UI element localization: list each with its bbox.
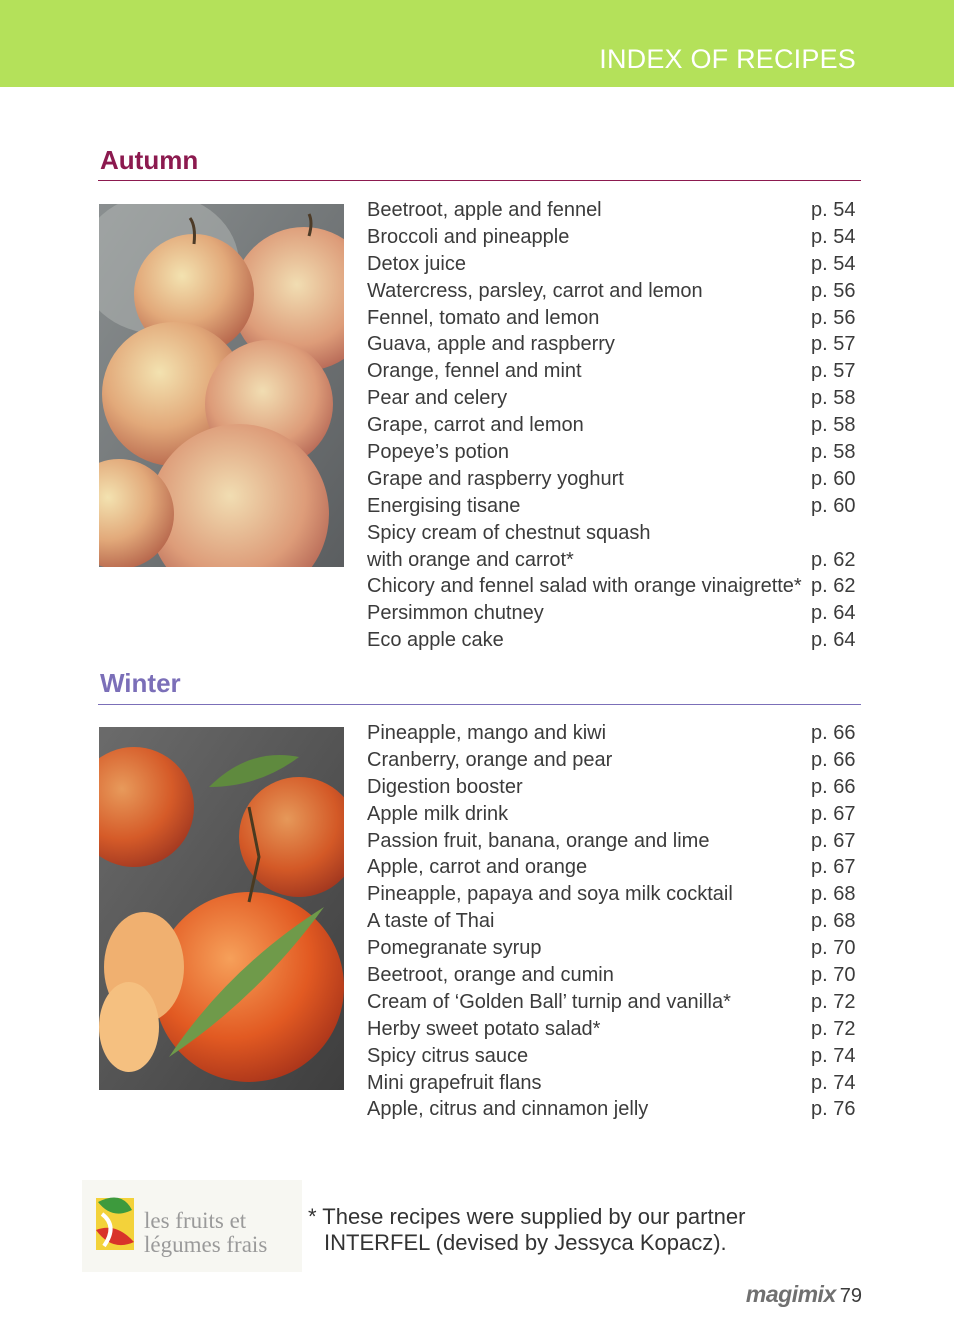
recipe-name: Pineapple, mango and kiwi — [367, 722, 607, 744]
footer — [746, 1281, 862, 1308]
partner-logo-line1: les fruits et — [144, 1208, 247, 1233]
recipe-page: p. 64 — [811, 629, 856, 652]
recipe-row — [367, 801, 859, 828]
apples-photo — [99, 204, 344, 567]
recipe-page: p. 54 — [811, 199, 856, 221]
page-title: INDEX OF RECIPES — [599, 44, 856, 74]
recipe-page: p. 68 — [811, 910, 856, 933]
recipe-page: p. 66 — [811, 722, 856, 744]
recipe-row — [367, 305, 859, 332]
recipe-row — [367, 600, 859, 627]
recipe-page: p. 70 — [811, 964, 856, 987]
recipe-page: p. 57 — [811, 360, 856, 383]
recipe-name: Grape, carrot and lemon — [367, 414, 584, 437]
recipe-page: p. 72 — [811, 990, 856, 1013]
recipe-name: Broccoli and pineapple — [367, 225, 570, 248]
recipe-name: A taste of Thai — [367, 910, 495, 933]
recipe-name: Herby sweet potato salad* — [367, 1017, 601, 1040]
recipe-name: Apple milk drink — [367, 802, 509, 825]
recipe-name: Mini grapefruit flans — [367, 1071, 542, 1094]
recipe-name: Cream of ‘Golden Ball’ turnip and vanilla* — [367, 990, 731, 1013]
recipe-row — [367, 520, 859, 547]
recipe-row — [367, 466, 859, 493]
recipe-page: p. 56 — [811, 306, 856, 329]
recipe-name: Watercress, parsley, carrot and lemon — [367, 279, 703, 302]
section-title-autumn: Autumn — [100, 145, 199, 175]
partner-logo — [82, 1180, 302, 1272]
recipe-page: p. 74 — [811, 1044, 856, 1067]
recipe-name: Popeye’s potion — [367, 441, 509, 464]
footnote-line1: * These recipes were supplied by our partner — [308, 1204, 746, 1229]
recipe-name: Fennel, tomato and lemon — [367, 306, 600, 329]
partner-logo-line2: légumes frais — [144, 1232, 268, 1257]
recipe-page: p. 62 — [811, 575, 856, 598]
recipe-row — [367, 278, 859, 305]
recipe-page: p. 58 — [811, 387, 856, 410]
recipe-row — [367, 908, 859, 935]
recipe-row — [367, 251, 859, 278]
recipe-name: Grape and raspberry yoghurt — [367, 467, 624, 490]
recipe-row — [367, 1016, 859, 1043]
recipe-page: p. 58 — [811, 414, 856, 437]
recipe-name: Cranberry, orange and pear — [367, 748, 613, 771]
recipe-page: p. 58 — [811, 441, 856, 464]
footnote — [308, 1204, 745, 1256]
recipe-page: p. 67 — [811, 856, 856, 879]
recipe-page: p. 67 — [811, 802, 856, 825]
recipe-row — [367, 627, 859, 654]
recipe-row — [367, 962, 859, 989]
recipe-page: p. 74 — [811, 1071, 856, 1094]
recipe-page: p. 66 — [811, 748, 856, 771]
recipe-row — [367, 1070, 859, 1097]
recipe-row — [367, 828, 859, 855]
footnote-line2: INTERFEL (devised by Jessyca Kopacz). — [324, 1230, 727, 1255]
brand-logo: magimix — [745, 1281, 836, 1307]
recipe-name: Pineapple, papaya and soya milk cocktail — [367, 883, 733, 906]
recipe-name: Orange, fennel and mint — [367, 360, 582, 383]
recipe-name: with orange and carrot* — [367, 548, 574, 571]
section-title-winter: Winter — [100, 668, 181, 698]
recipe-name: Persimmon chutney — [367, 602, 544, 625]
recipe-page: p. 57 — [811, 333, 856, 356]
recipe-row — [367, 1043, 859, 1070]
recipe-row — [367, 1096, 859, 1123]
recipe-row — [367, 935, 859, 962]
recipe-row — [367, 412, 859, 439]
recipe-row — [367, 989, 859, 1016]
page-number: 79 — [839, 1285, 862, 1307]
recipe-page: p. 62 — [811, 548, 856, 571]
recipe-row — [367, 385, 859, 412]
recipe-row — [367, 881, 859, 908]
recipe-row — [367, 573, 859, 600]
recipe-page: p. 76 — [811, 1098, 856, 1121]
recipe-row — [367, 774, 859, 801]
recipe-page: p. 67 — [811, 829, 856, 852]
recipe-page: p. 60 — [811, 467, 856, 490]
recipe-name: Energising tisane — [367, 494, 521, 517]
autumn-recipe-list — [367, 197, 859, 654]
section-divider-autumn — [98, 180, 861, 181]
recipe-name: Pear and celery — [367, 387, 508, 410]
recipe-page: p. 60 — [811, 494, 856, 517]
recipe-page: p. 68 — [811, 883, 856, 906]
recipe-name: Pomegranate syrup — [367, 937, 542, 960]
recipe-name: Digestion booster — [367, 775, 523, 798]
section-divider-winter — [98, 704, 861, 705]
recipe-row — [367, 439, 859, 466]
recipe-row — [367, 197, 859, 224]
recipe-row — [367, 493, 859, 520]
recipe-page: p. 64 — [811, 602, 856, 625]
recipe-row — [367, 720, 859, 747]
recipe-name: Eco apple cake — [367, 629, 504, 652]
recipe-row — [367, 547, 859, 574]
recipe-name: Spicy cream of chestnut squash — [367, 521, 651, 544]
recipe-row — [367, 358, 859, 385]
recipe-name: Beetroot, apple and fennel — [367, 199, 602, 221]
recipe-page: p. 72 — [811, 1017, 856, 1040]
recipe-row — [367, 331, 859, 358]
recipe-row — [367, 854, 859, 881]
recipe-page: p. 54 — [811, 252, 856, 275]
mandarins-photo — [99, 727, 344, 1090]
recipe-name: Apple, citrus and cinnamon jelly — [367, 1098, 649, 1121]
recipe-name: Passion fruit, banana, orange and lime — [367, 829, 710, 852]
recipe-name: Beetroot, orange and cumin — [367, 964, 614, 987]
recipe-row — [367, 224, 859, 251]
recipe-page: p. 56 — [811, 279, 856, 302]
recipe-page: p. 54 — [811, 225, 856, 248]
winter-recipe-list — [367, 720, 859, 1123]
recipe-name: Chicory and fennel salad with orange vinaigrette* — [367, 575, 802, 598]
recipe-name: Detox juice — [367, 252, 466, 275]
recipe-name: Guava, apple and raspberry — [367, 333, 615, 356]
recipe-name: Spicy citrus sauce — [367, 1044, 529, 1067]
recipe-page: p. 70 — [811, 937, 856, 960]
recipe-page — [811, 520, 859, 547]
recipe-row — [367, 747, 859, 774]
recipe-name: Apple, carrot and orange — [367, 856, 588, 879]
recipe-page: p. 66 — [811, 775, 856, 798]
